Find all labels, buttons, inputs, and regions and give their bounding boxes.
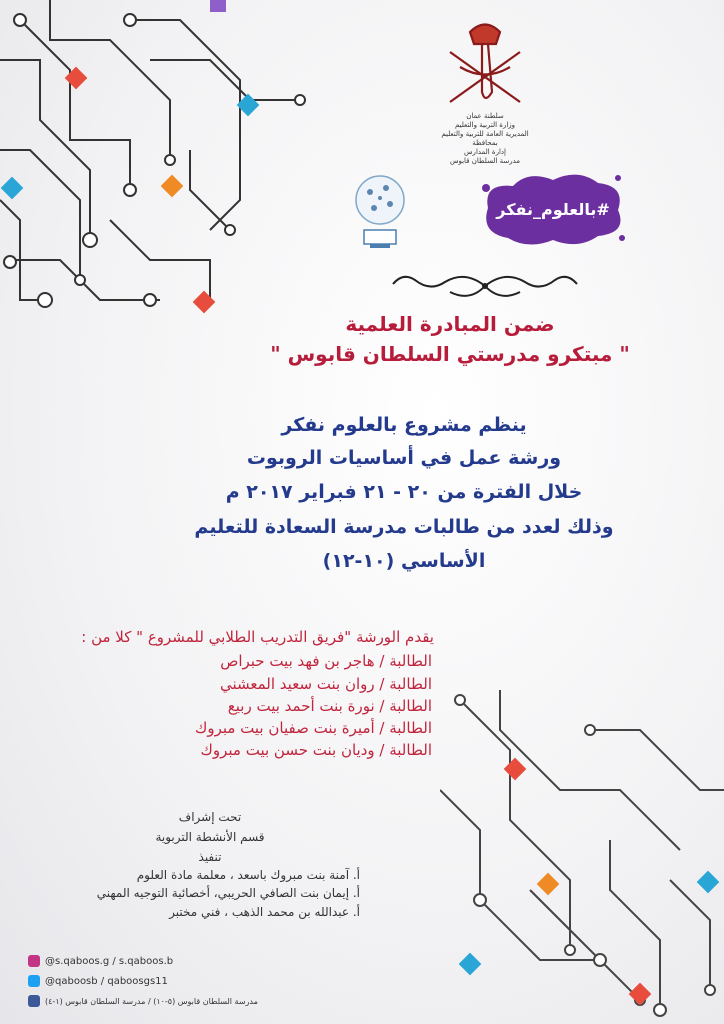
facebook-icon bbox=[28, 995, 40, 1007]
trainer-item: الطالبة / نورة بنت أحمد بيت ربيع bbox=[227, 697, 432, 715]
executor-item: أ. آمنة بنت مبروك باسعد ، معلمة مادة العلوم bbox=[136, 868, 360, 882]
initiative-name: " مبتكرو مدرستي السلطان قابوس " bbox=[270, 342, 630, 366]
emblem-line: سلطنة عمان bbox=[466, 112, 504, 120]
body-line: وذلك لعدد من طالبات مدرسة السعادة للتعليم bbox=[194, 516, 614, 538]
emblem-line: المديرية العامة للتربية والتعليم بمحافظة bbox=[441, 130, 529, 147]
facebook-text: مدرسة السلطان قابوس (٥-١٠) / مدرسة السلطان قابوس (١-٤) bbox=[45, 996, 258, 1006]
emblem-line: إدارة المدارس bbox=[464, 148, 506, 156]
body-line: الأساسي (١٠-١٢) bbox=[322, 550, 486, 572]
twitter-icon bbox=[28, 975, 40, 987]
instagram-handle bbox=[28, 955, 173, 967]
hashtag-text: #بالعلوم_نفكر bbox=[496, 199, 610, 219]
circuit-decoration-top-left bbox=[0, 0, 320, 340]
emblem-line: مدرسة السلطان قابوس bbox=[449, 157, 521, 165]
khanjar-emblem-icon bbox=[430, 12, 540, 112]
body-line: خلال الفترة من ٢٠ - ٢١ فبراير ٢٠١٧ م bbox=[225, 481, 583, 503]
body-line: ينظم مشروع بالعلوم نفكر bbox=[281, 414, 527, 436]
body-line: ورشة عمل في أساسيات الروبوت bbox=[246, 447, 562, 469]
executor-item: أ. إيمان بنت الصافي الحريبي، أخصائية التوجيه المهني bbox=[96, 886, 360, 900]
lightbulb-logo-icon bbox=[350, 172, 410, 252]
trainer-item: الطالبة / وديان بنت حسن بيت مبروك bbox=[200, 741, 432, 759]
facebook-handle bbox=[28, 995, 258, 1007]
emblem-line: وزارة التربية والتعليم bbox=[454, 121, 516, 129]
circuit-decoration-bottom-right bbox=[440, 690, 724, 1024]
hashtag-splash bbox=[478, 168, 628, 250]
instagram-icon bbox=[28, 955, 40, 967]
trainer-item: الطالبة / روان بنت سعيد المعشني bbox=[219, 675, 432, 693]
executor-item: أ. عبدالله بن محمد الذهب ، فني مختبر bbox=[169, 905, 360, 919]
oman-emblem bbox=[430, 12, 540, 165]
trainer-item: الطالبة / أميرة بنت صفيان بيت مبروك bbox=[194, 719, 432, 737]
instagram-text: @s.qaboos.g / s.qaboos.b bbox=[45, 955, 174, 967]
trainer-item: الطالبة / هاجر بن فهد بيت حبراص bbox=[220, 652, 432, 670]
trainers-intro: يقدم الورشة "فريق التدريب الطلابي للمشروع " كلا من : bbox=[81, 628, 434, 646]
supervision-dept: قسم الأنشطة التربوية bbox=[155, 830, 265, 844]
execution-label: تنفيذ bbox=[198, 850, 222, 864]
initiative-title: ضمن المبادرة العلمية bbox=[345, 312, 555, 336]
supervision-label: تحت إشراف bbox=[178, 810, 242, 824]
ornament-divider-icon bbox=[385, 266, 585, 306]
twitter-handle bbox=[28, 975, 168, 987]
twitter-text: @qaboosb / qaboosgs11 bbox=[45, 975, 168, 987]
